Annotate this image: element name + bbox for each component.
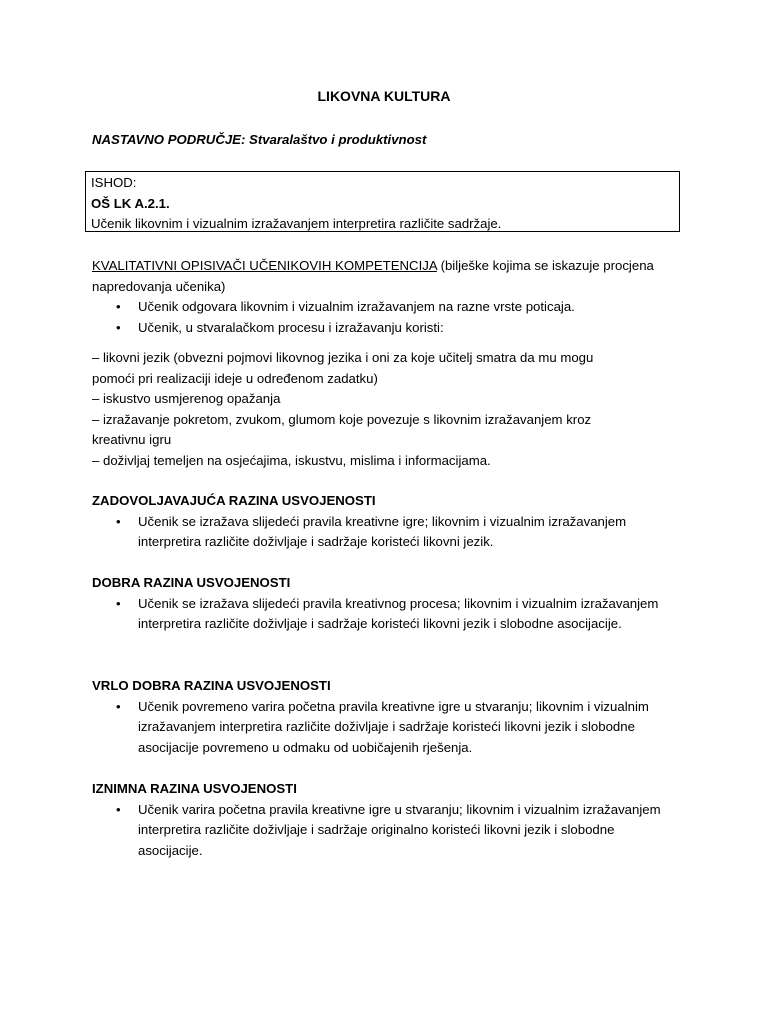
descriptors-note-2: napredovanja učenika) [92, 278, 226, 294]
dash-line: pomoći pri realizaciji ideje u određenom zadatku) [92, 370, 378, 386]
list-item: • Učenik, u stvaralačkom procesu i izražavanju koristi: [92, 318, 692, 339]
bullet-icon: • [116, 513, 121, 529]
list-item: • Učenik povremeno varira početna pravila kreativne igre u stvaranju; likovnim i vizualnim izražavanjem interpretira različite doživljaje i sadržaje koristeći likovni jezik i slobodne asocijacije povremeno u odmaku od uobičajenih rješenja. [116, 698, 649, 755]
outcome-label: ISHOD: [91, 175, 137, 190]
teaching-area: NASTAVNO PODRUČJE: Stvaralaštvo i produktivnost [92, 132, 427, 147]
page-title: LIKOVNA KULTURA [317, 88, 451, 104]
outcome-box [85, 171, 680, 232]
level-very-good [92, 676, 692, 758]
bullet-icon: • [116, 299, 121, 314]
level-satisfactory [92, 491, 692, 553]
list-item: • Učenik se izražava slijedeći pravila kreativnog procesa; likovnim i vizualnim izražavanjem interpretira različite doživljaje i sadržaje koristeći likovni jezik i slobodne asocijacije. [116, 595, 659, 631]
level-exceptional [92, 779, 692, 861]
level-heading: IZNIMNA RAZINA USVOJENOSTI [92, 781, 297, 796]
dash-line: – doživljaj temeljen na osjećajima, iskustvu, mislima i informacijama. [92, 452, 491, 468]
list-item: • Učenik se izražava slijedeći pravila kreativne igre; likovnim i vizualnim izražavanjem interpretira različite doživljaje i sadržaje koristeći likovni jezik. [116, 513, 627, 549]
bullet-icon: • [116, 801, 121, 817]
bullet-icon: • [116, 595, 121, 611]
outcome-text: Učenik likovnim i vizualnim izražavanjem interpretira različite sadržaje. [91, 216, 502, 231]
list-item: • Učenik varira početna pravila kreativne igre u stvaranju; likovnim i vizualnim izražavanjem interpretira različite doživljaje i sadržaje originalno koristeći likovni jezik i slobodne asocijacije. [116, 801, 661, 858]
level-heading: ZADOVOLJAVAJUĆA RAZINA USVOJENOSTI [92, 493, 376, 508]
descriptors-heading: KVALITATIVNI OPISIVAČI UČENIKOVIH KOMPETENCIJA [92, 258, 437, 273]
dash-line: kreativnu igru [92, 432, 172, 447]
outcome-code: OŠ LK A.2.1. [91, 195, 170, 211]
descriptors-heading-block [92, 256, 692, 297]
dash-line: – likovni jezik (obvezni pojmovi likovnog jezika i oni za koje učitelj smatra da mu mogu [92, 350, 594, 365]
level-heading: VRLO DOBRA RAZINA USVOJENOSTI [92, 678, 331, 693]
bullet-icon: • [116, 319, 121, 335]
descriptors-dash-list [92, 348, 692, 471]
level-heading: DOBRA RAZINA USVOJENOSTI [92, 575, 291, 590]
list-item: • Učenik odgovara likovnim i vizualnim izražavanjem na razne vrste poticaja. [92, 297, 692, 318]
descriptors-bullets [92, 297, 692, 338]
level-good [92, 573, 692, 635]
dash-line: – iskustvo usmjerenog opažanja [92, 391, 281, 406]
descriptors-note: (bilješke kojima se iskazuje procjena [436, 258, 654, 273]
dash-line: – izražavanje pokretom, zvukom, glumom koje povezuje s likovnim izražavanjem kroz [92, 411, 592, 427]
bullet-icon: • [116, 698, 121, 714]
